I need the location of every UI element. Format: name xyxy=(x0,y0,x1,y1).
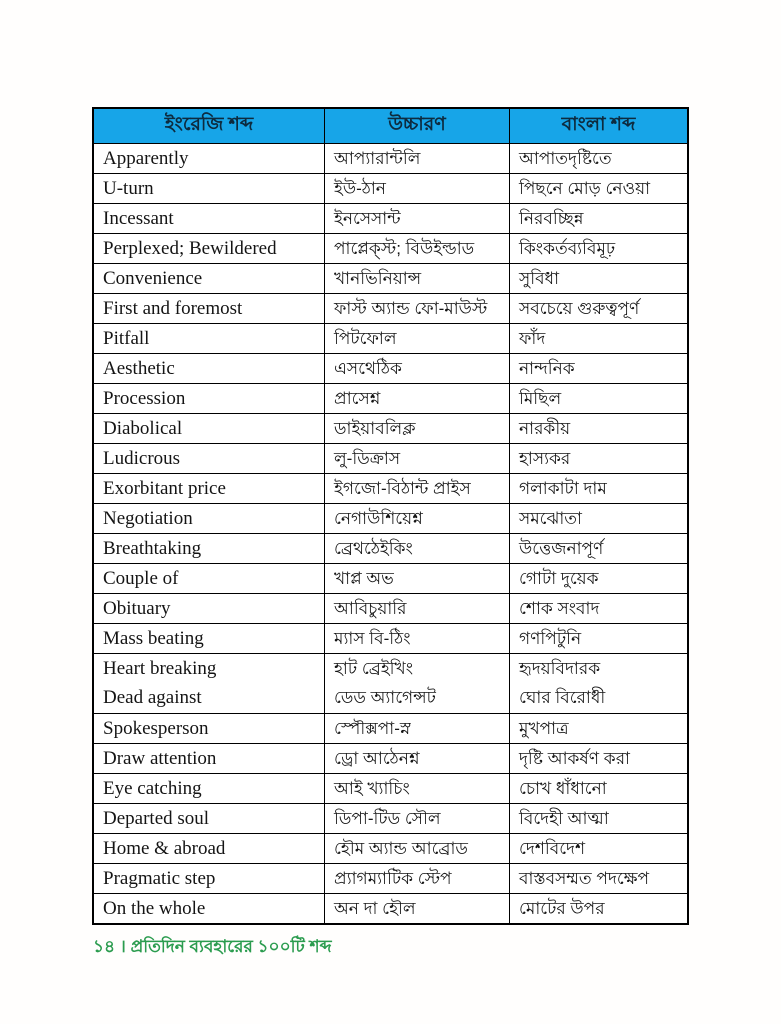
english-word: Heart breaking xyxy=(103,657,217,679)
english-word-cell xyxy=(94,384,324,413)
pronunciation-text: ফাস্ট অ্যান্ড ফো-মাউস্ট xyxy=(334,298,488,318)
table-row xyxy=(94,743,687,773)
pronunciation-text: ইগজো-বিঠান্ট প্রাইস xyxy=(334,478,471,498)
english-word: Pragmatic step xyxy=(103,867,216,889)
bengali-word: গণপিটুনি xyxy=(519,628,582,648)
pronunciation-cell xyxy=(324,834,509,863)
bengali-word: আপাতদৃষ্টিতে xyxy=(519,148,612,168)
bengali-word: সমঝোতা xyxy=(519,508,582,528)
pronunciation-cell xyxy=(324,144,509,173)
table-row xyxy=(94,563,687,593)
bengali-word: গলাকাটা দাম xyxy=(519,478,607,498)
pronunciation-cell xyxy=(324,174,509,203)
bengali-word: সুবিধা xyxy=(519,268,560,288)
bengali-word-cell xyxy=(509,354,687,383)
page-footer: ১৪ । প্রতিদিন ব্যবহারের ১০০টি শব্দ xyxy=(93,937,332,956)
bengali-word: নান্দনিক xyxy=(519,358,575,378)
table-row xyxy=(94,293,687,323)
english-word: Aesthetic xyxy=(103,357,175,379)
bengali-word: সবচেয়ে গুরুত্বপূর্ণ xyxy=(519,298,640,318)
table-row xyxy=(94,713,687,743)
english-word: Eye catching xyxy=(103,777,202,799)
pronunciation-text: ড্রো আঠেনশ্ন xyxy=(334,748,420,768)
english-word-cell xyxy=(94,264,324,293)
column-header-pronunciation: উচ্চারণ xyxy=(324,109,509,143)
english-word-cell xyxy=(94,504,324,533)
bengali-word-cell xyxy=(509,534,687,563)
bengali-word: কিংকর্তব্যবিমূঢ় xyxy=(519,238,616,258)
pronunciation-cell xyxy=(324,744,509,773)
vocabulary-table xyxy=(92,107,689,925)
english-word-cell xyxy=(94,174,324,203)
pronunciation-cell xyxy=(324,564,509,593)
pronunciation-cell xyxy=(324,264,509,293)
english-word: Apparently xyxy=(103,147,189,169)
pronunciation-text: খানভিনিয়ান্স xyxy=(334,268,422,288)
english-word-cell xyxy=(94,444,324,473)
pronunciation-cell xyxy=(324,324,509,353)
table-row xyxy=(94,263,687,293)
english-word-cell xyxy=(94,414,324,443)
pronunciation-text: ডিপা-টিড সৌল xyxy=(334,808,441,828)
bengali-word-cell xyxy=(509,714,687,743)
pronunciation-text: লু-ডিক্রাস xyxy=(334,448,401,468)
english-word: Incessant xyxy=(103,207,174,229)
bengali-word: হাস্যকর xyxy=(519,448,571,468)
bengali-word-cell xyxy=(509,774,687,803)
table-body xyxy=(94,143,687,923)
english-word: Home & abroad xyxy=(103,837,226,859)
table-row xyxy=(94,863,687,893)
pronunciation-text: প্র্যাগম্যাটিক স্টেপ xyxy=(334,868,452,888)
table-row xyxy=(94,143,687,173)
bengali-word-cell xyxy=(509,594,687,623)
pronunciation-cell xyxy=(324,444,509,473)
english-word: Diabolical xyxy=(103,417,183,439)
pronunciation-cell xyxy=(324,384,509,413)
pronunciation-cell xyxy=(324,714,509,743)
pronunciation-cell xyxy=(324,864,509,893)
bengali-word: নারকীয় xyxy=(519,418,571,438)
english-word: Dead against xyxy=(103,687,202,709)
bengali-word: মিছিল xyxy=(519,388,562,408)
english-word-cell xyxy=(94,834,324,863)
pronunciation-cell xyxy=(324,204,509,233)
bengali-word: গোটা দুয়েক xyxy=(519,568,599,588)
pronunciation-text: ব্রেথঠেইকিং xyxy=(334,538,413,558)
bengali-word-cell xyxy=(509,324,687,353)
table-row xyxy=(94,473,687,503)
english-word-cell xyxy=(94,774,324,803)
english-word-cell xyxy=(94,294,324,323)
bengali-word-cell xyxy=(509,444,687,473)
bengali-word-cell xyxy=(509,474,687,503)
english-word: On the whole xyxy=(103,897,206,919)
english-word-cell xyxy=(94,894,324,923)
pronunciation-cell xyxy=(324,624,509,653)
bengali-word: দৃষ্টি আকর্ষণ করা xyxy=(519,748,630,768)
bengali-word: মোটের উপর xyxy=(519,898,605,918)
pronunciation-text: ইউ-ঠান xyxy=(334,178,386,198)
english-word-cell xyxy=(94,564,324,593)
english-word: U-turn xyxy=(103,177,154,199)
pronunciation-text: প্রাসেশ্ন xyxy=(334,388,381,408)
bengali-word-cell xyxy=(509,174,687,203)
bengali-word-cell xyxy=(509,144,687,173)
table-header xyxy=(94,109,687,143)
pronunciation-cell xyxy=(324,234,509,263)
bengali-word-cell xyxy=(509,804,687,833)
english-word: First and foremost xyxy=(103,297,243,319)
table-row xyxy=(94,533,687,563)
bengali-word-cell xyxy=(509,624,687,653)
bengali-word-cell xyxy=(509,894,687,923)
bengali-word: ঘোর বিরোধী xyxy=(519,688,606,708)
english-word: Exorbitant price xyxy=(103,477,226,499)
pronunciation-cell xyxy=(324,504,509,533)
pronunciation-cell xyxy=(324,804,509,833)
pronunciation-text: পাপ্লেক্স্ট; বিউইল্ডাড xyxy=(334,238,475,258)
english-word: Draw attention xyxy=(103,747,217,769)
pronunciation-text: ডেড অ্যাগেন্সট xyxy=(334,688,436,708)
english-word: Spokesperson xyxy=(103,717,209,739)
english-word-cell xyxy=(94,234,324,263)
bengali-word-cell xyxy=(509,294,687,323)
table-row xyxy=(94,893,687,923)
pronunciation-text: পিটফোল xyxy=(334,328,397,348)
table-row xyxy=(94,323,687,353)
table-row xyxy=(94,653,687,713)
bengali-word: মুখপাত্র xyxy=(519,718,569,738)
bengali-word-cell xyxy=(509,264,687,293)
english-word-cell xyxy=(94,534,324,563)
bengali-word: দেশবিদেশ xyxy=(519,838,586,858)
table-row xyxy=(94,623,687,653)
bengali-word-cell xyxy=(509,414,687,443)
column-header-bengali-word: বাংলা শব্দ xyxy=(509,109,687,143)
pronunciation-cell xyxy=(324,354,509,383)
english-word-cell xyxy=(94,654,324,713)
english-word-cell xyxy=(94,804,324,833)
table-row xyxy=(94,353,687,383)
pronunciation-text: হৌম অ্যান্ড আব্রোড xyxy=(334,838,468,858)
table-row xyxy=(94,443,687,473)
pronunciation-text: হাট ব্রেইখিং xyxy=(334,658,414,678)
column-header-english-word: ইংরেজি শব্দ xyxy=(164,114,254,135)
english-word: Procession xyxy=(103,387,186,409)
bengali-word: বিদেহী আত্মা xyxy=(519,808,609,828)
bengali-word-cell xyxy=(509,744,687,773)
bengali-word: বাস্তবসম্মত পদক্ষেপ xyxy=(519,868,650,888)
english-word-cell xyxy=(94,744,324,773)
pronunciation-text: নেগাউশিয়েশ্ন xyxy=(334,508,423,528)
table-row xyxy=(94,233,687,263)
table-row xyxy=(94,803,687,833)
table-row xyxy=(94,383,687,413)
english-word: Pitfall xyxy=(103,327,150,349)
english-word-cell xyxy=(94,474,324,503)
pronunciation-cell xyxy=(324,894,509,923)
bengali-word-cell xyxy=(509,564,687,593)
english-word-cell xyxy=(94,204,324,233)
bengali-word-cell xyxy=(509,834,687,863)
english-word-cell xyxy=(94,144,324,173)
bengali-word: উত্তেজনাপূর্ণ xyxy=(519,538,604,558)
pronunciation-text: আই খ্যাচিং xyxy=(334,778,410,798)
pronunciation-text: এসথেঠিক xyxy=(334,358,402,378)
bengali-word-cell xyxy=(509,234,687,263)
table-row xyxy=(94,593,687,623)
english-word: Mass beating xyxy=(103,627,204,649)
pronunciation-text: অন দা হৌল xyxy=(334,898,416,918)
pronunciation-cell xyxy=(324,774,509,803)
english-word: Negotiation xyxy=(103,507,193,529)
pronunciation-text: আবিচুয়ারি xyxy=(334,598,407,618)
table-row xyxy=(94,503,687,533)
table-row xyxy=(94,173,687,203)
pronunciation-cell xyxy=(324,294,509,323)
table-row xyxy=(94,203,687,233)
pronunciation-text: খাপ্ল অভ xyxy=(334,568,394,588)
table-row xyxy=(94,833,687,863)
english-word-cell xyxy=(94,714,324,743)
english-word: Convenience xyxy=(103,267,203,289)
english-word-cell xyxy=(94,594,324,623)
bengali-word: হৃদয়বিদারক xyxy=(519,658,601,678)
pronunciation-cell xyxy=(324,594,509,623)
bengali-word-cell xyxy=(509,204,687,233)
english-word-cell xyxy=(94,324,324,353)
pronunciation-text: ম্যাস বি-ঠিং xyxy=(334,628,411,648)
bengali-word-cell xyxy=(509,384,687,413)
english-word: Perplexed; Bewildered xyxy=(103,237,277,259)
bengali-word-cell xyxy=(509,654,687,713)
bengali-word: পিছনে মোড় নেওয়া xyxy=(519,178,651,198)
bengali-word: চোখ ধাঁধানো xyxy=(519,778,607,798)
table-row xyxy=(94,413,687,443)
english-word: Departed soul xyxy=(103,807,210,829)
bengali-word-cell xyxy=(509,864,687,893)
english-word-cell xyxy=(94,354,324,383)
pronunciation-text: ইনসেসান্ট xyxy=(334,208,401,228)
english-word: Ludicrous xyxy=(103,447,181,469)
pronunciation-text: স্পৌক্সপা-স্ন xyxy=(334,718,411,738)
bengali-word: ফাঁদ xyxy=(519,328,546,348)
pronunciation-cell xyxy=(324,654,509,713)
pronunciation-cell xyxy=(324,474,509,503)
pronunciation-text: আপ্যারান্টলি xyxy=(334,148,421,168)
table-row xyxy=(94,773,687,803)
pronunciation-text: ডাইয়াবলিক্ল xyxy=(334,418,416,438)
english-word: Obituary xyxy=(103,597,171,619)
pronunciation-cell xyxy=(324,534,509,563)
english-word-cell xyxy=(94,624,324,653)
bengali-word-cell xyxy=(509,504,687,533)
english-word-cell xyxy=(94,864,324,893)
english-word: Couple of xyxy=(103,567,179,589)
bengali-word: শোক সংবাদ xyxy=(519,598,600,618)
pronunciation-cell xyxy=(324,414,509,443)
english-word: Breathtaking xyxy=(103,537,202,559)
bengali-word: নিরবচ্ছিন্ন xyxy=(519,208,584,228)
